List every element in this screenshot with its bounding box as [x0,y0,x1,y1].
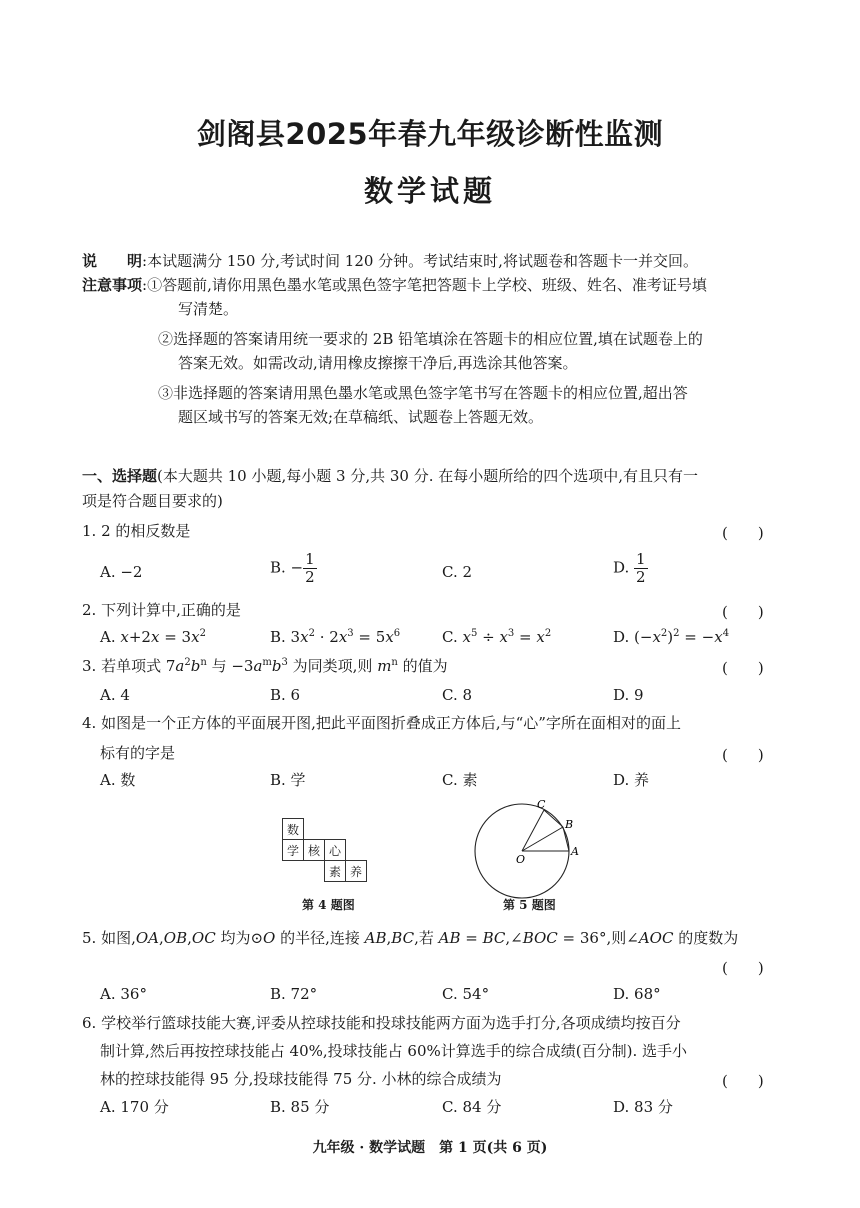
var: OC [191,929,216,947]
var: x [499,628,508,646]
t: 3. 若单项式 7 [82,657,176,675]
q3-option-d: D. 9 [613,686,644,704]
label-o: O [516,853,526,866]
t: ) [667,628,674,646]
note-label: 注意事项 [82,276,143,294]
exp: 2 [673,628,680,639]
page-title: 剑阁县2025年春九年级诊断性监测 [196,117,664,151]
q1-option-a: A. −2 [100,563,143,581]
q4-stem: 4. 如图是一个正方体的平面展开图,把此平面图折叠成正方体后,与“心”字所在面相对的面上 [82,714,681,732]
exp: 3 [281,657,288,668]
note-text: :本试题满分 150 分,考试时间 120 分钟。考试结束时,将试题卷和答题卡一并交回。 [142,252,698,270]
var: a [175,657,185,675]
note-label: 说 明 [82,252,143,270]
var: x [652,628,661,646]
q6-option-c: C. 84 分 [442,1098,502,1116]
option-prefix: D. [613,558,635,577]
t: 的度数为 [673,929,739,947]
var: OB [163,929,188,947]
exp: 4 [722,628,730,639]
q4-option-a: A. 数 [100,771,136,789]
exp: 6 [393,628,401,639]
answer-paren: ( ) [722,746,764,764]
t: ÷ [477,628,500,646]
option-prefix: B. − [270,558,304,577]
q3-option-b: B. 6 [270,686,301,704]
q1-stem: 1. 2 的相反数是 [82,522,191,540]
t: = [514,628,537,646]
exp: 2 [199,628,206,639]
note-text: 写清楚。 [178,300,239,318]
t: ,若 [414,929,439,947]
t: A. [100,628,121,646]
note-attention [82,276,707,294]
q4-option-b: B. 学 [270,771,306,789]
t: D. (− [613,628,653,646]
q5-option-d: D. 68° [613,985,661,1003]
var: BOC [522,929,558,947]
q2-stem: 2. 下列计算中,正确的是 [82,601,241,619]
note-text: 答案无效。如需改动,请用橡皮擦擦干净后,再选涂其他答案。 [178,354,578,372]
exp: 3 [507,628,515,639]
t: 的半径,连接 [275,929,365,947]
var: b [271,657,282,675]
exp: 5 [470,628,478,639]
q6-stem: 林的控球技能得 95 分,投球技能得 75 分. 小林的综合成绩为 [100,1070,502,1088]
var: O [263,929,276,947]
var: x [385,628,394,646]
q2-option-c [442,628,551,646]
exp: 2 [184,657,191,668]
note-text: ③非选择题的答案请用黑色墨水笔或黑色签字笔书写在答题卡的相应位置,超出答 [158,384,688,402]
t: 5. 如图, [82,929,136,947]
q3-option-c: C. 8 [442,686,473,704]
q6-option-b: B. 85 分 [270,1098,330,1116]
var: BC [391,929,415,947]
q5-option-c: C. 54° [442,985,490,1003]
note-text: :①答题前,请你用黑色墨水笔或黑色签字笔把答题卡上学校、班级、姓名、准考证号填 [142,276,707,294]
exp: 3 [347,628,354,639]
t: , [187,929,192,947]
t: , [159,929,164,947]
exp: n [200,657,207,668]
t: · 2 [314,628,339,646]
q2-option-a [100,628,206,646]
net-face-yang: 养 [345,860,367,882]
t: , [386,929,392,947]
exp: 2 [660,628,668,639]
var: x [714,628,723,646]
answer-paren: ( ) [722,603,764,621]
section-text: (本大题共 10 小题,每小题 3 分,共 30 分. 在每小题所给的四个选项中,有且只有一 [157,467,699,485]
t: = 36°,则∠ [557,929,639,947]
exp: 2 [544,628,552,639]
answer-paren: ( ) [722,1072,764,1090]
var: x [300,628,309,646]
figure5-caption: 第 5 题图 [503,898,556,912]
var: AB [364,929,387,947]
t: = − [679,628,715,646]
section-label: 一、选择题 [82,467,158,485]
q1-option-c: C. 2 [442,563,473,581]
numerator: 1 [305,550,315,568]
exp: m [262,657,272,668]
t: 为同类项,则 [287,657,378,675]
var: x [120,628,129,646]
t: +2 [128,628,151,646]
q6-stem: 制计算,然后再按控球技能占 40%,投球技能占 60%计算选手的综合成绩(百分制). 选手小 [100,1042,687,1060]
var: x [462,628,471,646]
q5-option-a: A. 36° [100,985,147,1003]
circle-figure [470,796,590,900]
t: 的值为 [397,657,448,675]
page-subtitle: 数学试题 [363,174,496,208]
t: = [460,929,483,947]
var: OA [135,929,159,947]
label-a: A [571,845,579,858]
note-instructions [82,252,698,270]
net-face-su: 素 [324,860,346,882]
t: 与 −3 [206,657,254,675]
t: C. [442,628,463,646]
t: ,∠ [505,929,523,947]
q6-option-d: D. 83 分 [613,1098,673,1116]
figure4-caption: 第 4 题图 [302,898,355,912]
q4-option-d: D. 养 [613,771,650,789]
t: = 5 [353,628,386,646]
t: 均为⊙ [215,929,264,947]
q6-stem: 6. 学校举行篮球技能大赛,评委从控球技能和投球技能两方面为选手打分,各项成绩均按百分 [82,1014,681,1032]
answer-paren: ( ) [722,959,764,977]
net-face-xin: 心 [324,839,346,861]
var: AOC [638,929,674,947]
var: x [191,628,200,646]
fraction [303,551,317,586]
q1-option-b [270,551,317,586]
var: x [150,628,160,646]
q3-option-a: A. 4 [100,686,130,704]
var: m [377,657,392,675]
var: a [253,657,263,675]
q4-stem: 标有的字是 [100,744,176,762]
q5-option-b: B. 72° [270,985,318,1003]
exp: n [391,657,398,668]
numerator: 1 [636,550,646,568]
note-text: 题区域书写的答案无效;在草稿纸、试题卷上答题无效。 [178,408,544,426]
var: x [338,628,348,646]
label-b: B [565,818,574,831]
t: = 3 [159,628,192,646]
exp: 2 [308,628,315,639]
var: AB [438,929,461,947]
var: BC [482,929,506,947]
t: B. 3 [270,628,301,646]
answer-paren: ( ) [722,659,764,677]
net-face-xue: 学 [282,839,304,861]
q5-stem [82,929,738,947]
label-c: C [537,798,546,811]
note-text: ②选择题的答案请用统一要求的 2B 铅笔填涂在答题卡的相应位置,填在试题卷上的 [158,330,703,348]
q6-option-a: A. 170 分 [100,1098,169,1116]
page-footer: 九年级 · 数学试题 第 1 页(共 6 页) [312,1140,548,1156]
chord-bc [544,810,563,827]
fraction [634,551,648,586]
q1-option-d [613,551,648,586]
section-heading [82,467,698,485]
answer-paren: ( ) [722,524,764,542]
denominator: 2 [636,568,646,586]
cube-net-figure [282,818,392,892]
net-face-he: 核 [303,839,325,861]
section-text: 项是符合题目要求的) [82,492,223,510]
q2-option-d [613,628,729,646]
var: b [190,657,201,675]
q3-stem [82,657,448,675]
q2-option-b [270,628,400,646]
net-face-shu: 数 [282,818,304,840]
q4-option-c: C. 素 [442,771,478,789]
denominator: 2 [305,568,315,586]
var: x [536,628,545,646]
